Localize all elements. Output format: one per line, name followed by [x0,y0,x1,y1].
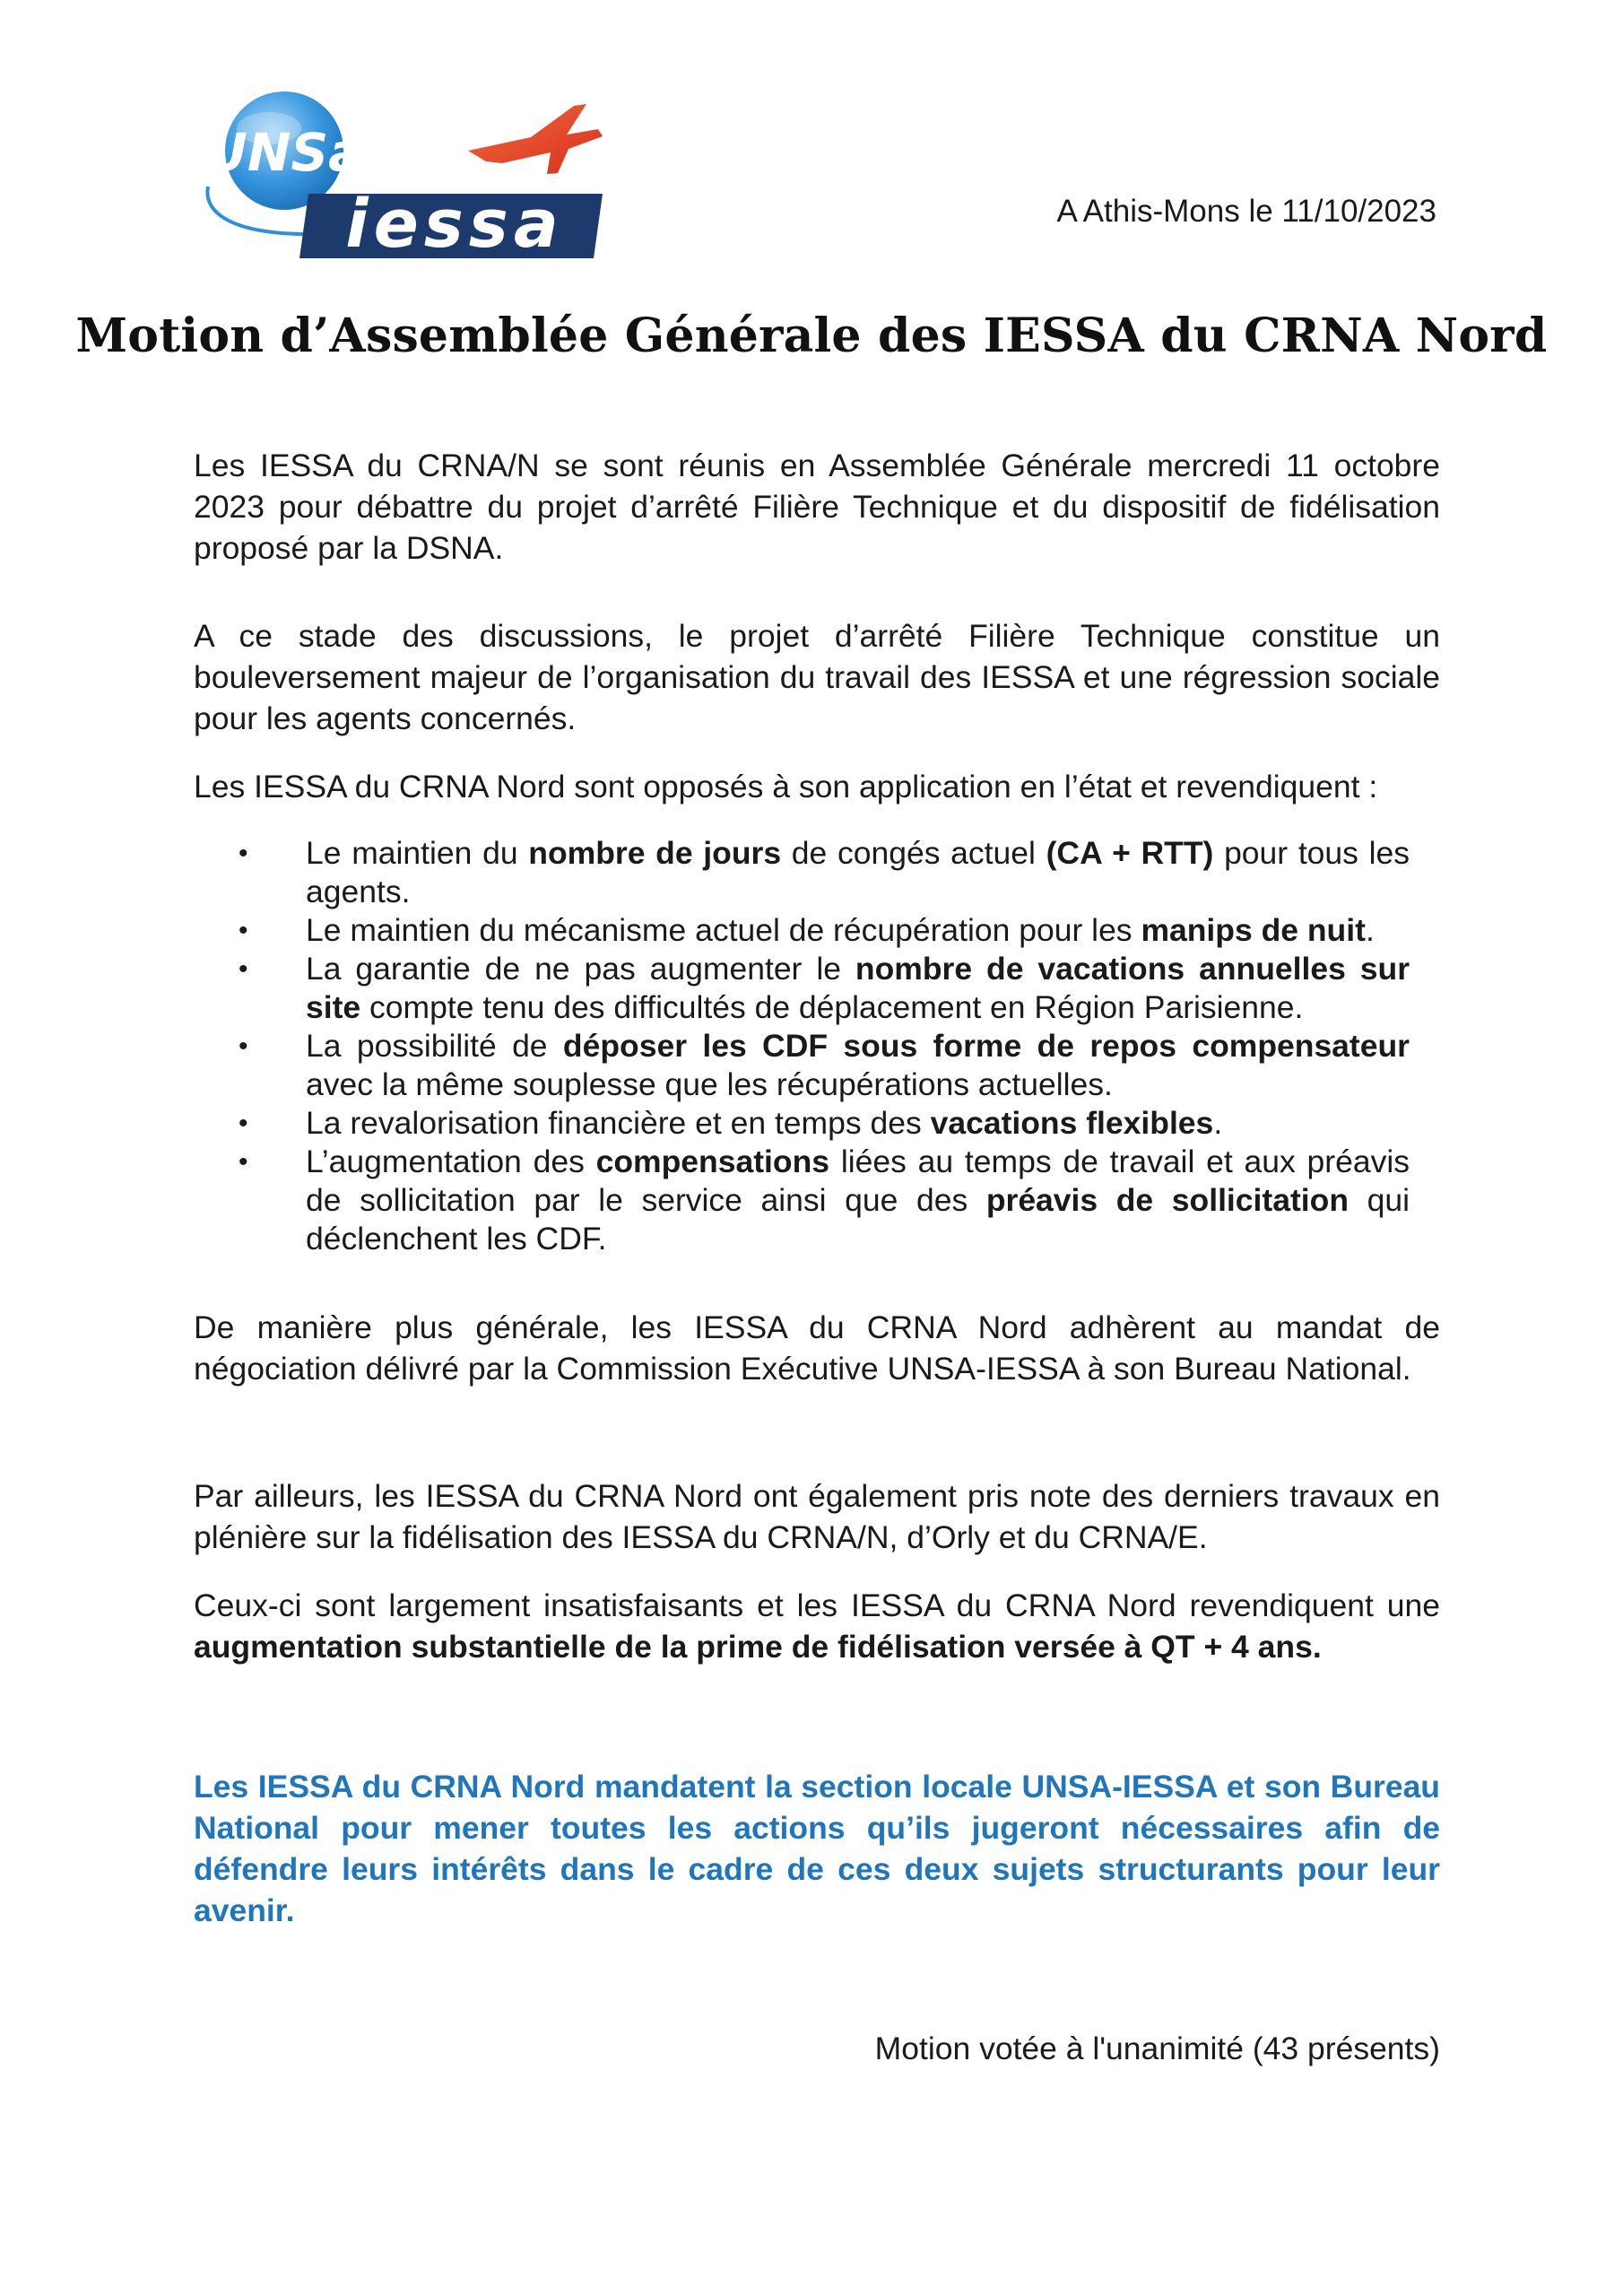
unsa-iessa-logo [199,88,603,258]
document-body [194,445,1440,2069]
list-item: • Le maintien du mécanisme actuel de récupération pour les manips de nuit. [239,912,1375,948]
bullet-marker: • [239,839,248,868]
paragraph-context: A ce stade des discussions, le projet d’arrêté Filière Technique constitue un bouleversement majeur de l’organisation du travail des IESSA et une régression sociale pour les agents concernés. [194,618,1440,736]
bullet-marker: • [239,1147,248,1177]
list-item: • La possibilité de déposer les CDF sous forme de repos compensateur avec la même souplesse que les récupérations actuelles. [239,1028,1410,1102]
logo-globe-text: UNSa [204,122,364,183]
date-line: A Athis-Mons le 11/10/2023 [1056,194,1436,229]
paragraph-claim-prime: Ceux-ci sont largement insatisfaisants et les IESSA du CRNA Nord revendiquent une augmentation substantielle de la prime de fidélisation versée à QT + 4 ans. [194,1587,1440,1665]
list-item: • La garantie de ne pas augmenter le nombre de vacations annuelles sur site compte tenu des difficultés de déplacement en Région Parisienne. [239,951,1410,1025]
bullet-marker: • [239,916,248,945]
document-title: Motion d’Assemblée Générale des IESSA du CRNA Nord [75,309,1548,363]
paragraph-mandate: De manière plus générale, les IESSA du CRNA Nord adhèrent au mandat de négociation délivré par la Commission Exécutive UNSA-IESSA à son Bureau National. [194,1309,1440,1387]
bullet-marker: • [239,1031,248,1061]
list-item: • L’augmentation des compensations liées au temps de travail et aux préavis de sollicitation par le service ainsi que des préavis de sollicitation qui déclenchent les CDF. [239,1144,1410,1257]
logo-banner-text: iessa [345,186,564,258]
claims-list [194,834,1440,1258]
bullet-marker: • [239,1109,248,1138]
paragraph-fidelisation: Par ailleurs, les IESSA du CRNA Nord ont également pris note des derniers travaux en plénière sur la fidélisation des IESSA du CRNA/N, d’Orly et du CRNA/E. [194,1478,1440,1555]
bullet-marker: • [239,954,248,984]
list-item: • Le maintien du nombre de jours de congés actuel (CA + RTT) pour tous les agents. [239,835,1410,909]
logo-graphic [199,88,603,258]
paragraph-intro: Les IESSA du CRNA/N se sont réunis en Assemblée Générale mercredi 11 octobre 2023 pour débattre du projet d’arrêté Filière Technique et du dispositif de fidélisation proposé par la DSNA. [194,448,1440,566]
vote-result: Motion votée à l'unanimité (43 présents) [874,2031,1440,2066]
list-item: • La revalorisation financière et en temps des vacations flexibles. [239,1105,1223,1141]
paragraph-claims-intro: Les IESSA du CRNA Nord sont opposés à son application en l’état et revendiquent : [194,769,1378,804]
paragraph-final-mandate: Les IESSA du CRNA Nord mandatent la section locale UNSA-IESSA et son Bureau National pour mener toutes les actions qu’ils jugeront nécessaires afin de défendre leurs intérêts dans le cadre de ces deux sujets structurants pour leur avenir. [194,1769,1440,1928]
